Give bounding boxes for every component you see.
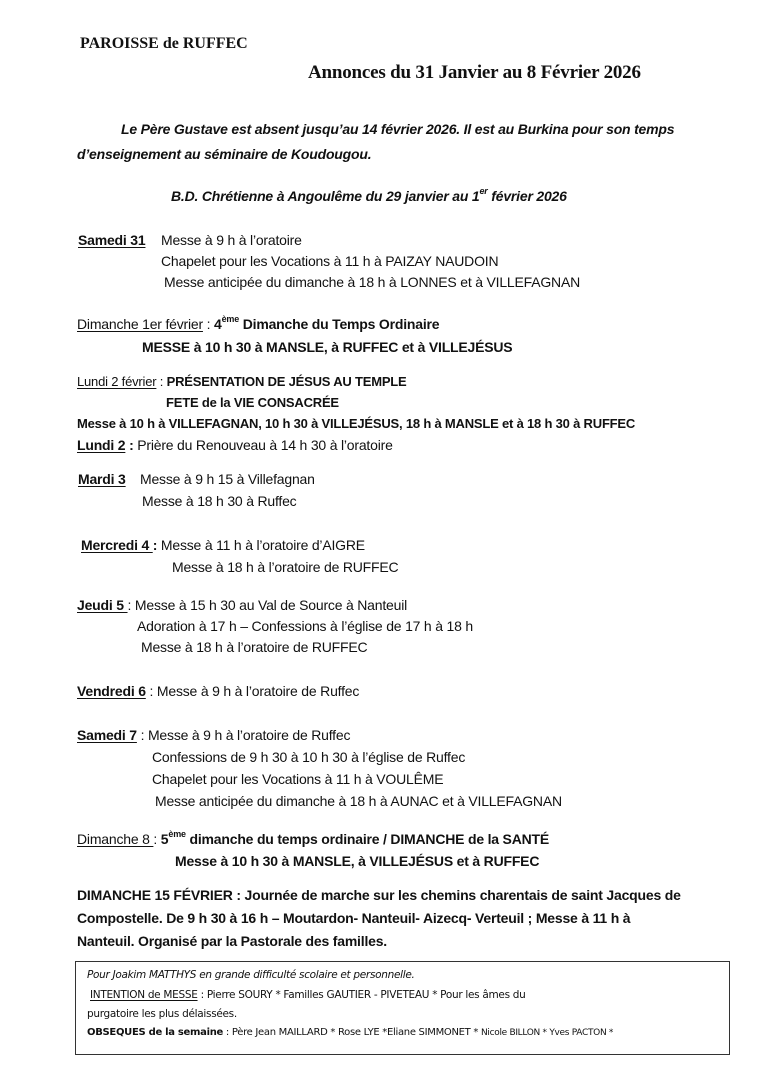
feast-subtitle: FETE de la VIE CONSACRÉE [166,395,339,410]
liturgy-num: 4 [214,316,222,332]
event-line: Messe à 10 h 30 à MANSLE, à VILLEJÉSUS et à RUFFEC [175,853,540,869]
bd-text-end: février 2026 [487,188,567,204]
event-line: Messe anticipée du dimanche à 18 h à LONNES et à VILLEFAGNAN [164,274,581,290]
event-line: Nanteuil. Organisé par la Pastorale des familles. [77,933,387,949]
event-line: Confessions de 9 h 30 à 10 h 30 à l’église de Ruffec [152,749,466,765]
prayer-request: Pour Joakim MATTHYS en grande difficulté scolaire et personnelle. [87,969,415,981]
liturgy-sup: ème [168,829,186,840]
parish-name: PAROISSE de RUFFEC [80,35,248,52]
event-line: Messe à 11 h à l’oratoire d’AIGRE [160,537,365,553]
bd-sup: er [479,186,488,197]
event-line: Messe à 10 h à VILLEFAGNAN, 10 h 30 à VILLEJÉSUS, 18 h à MANSLE et à 18 h 30 à RUFFEC [77,416,636,431]
day-label: Lundi 2 février [77,374,157,389]
event-line: Messe à 9 h à l’oratoire [161,232,302,248]
event-line: Messe à 9 h à l’oratoire de Ruffec [156,683,360,699]
separator: : [145,683,157,699]
event-line: Chapelet pour les Vocations à 11 h à VOULÊME [152,771,444,787]
event-line: Prière du Renouveau à 14 h 30 à l’oratoire [137,437,393,453]
event-line: Messe à 9 h à l’oratoire de Ruffec [147,727,351,743]
event-line: Messe à 15 h 30 au Val de Source à Nanteuil [134,597,408,613]
liturgy-num: 5 [160,831,169,847]
absence-notice-line-1: Le Père Gustave est absent jusqu’au 14 février 2026. Il est au Burkina pour son temps [121,121,675,137]
funerals-text: : Père Jean MAILLARD * Rose LYE *Eliane SIMMONET * [223,1027,481,1038]
day-heading [77,831,549,847]
day-label: Mercredi 4 [81,537,153,553]
event-line: Chapelet pour les Vocations à 11 h à PAIZAY NAUDOIN [161,253,499,269]
event-line: Messe à 9 h 15 à Villefagnan [140,471,315,487]
separator: : [127,597,135,613]
day-heading [77,727,350,743]
separator: : [125,437,138,453]
event-line: Messe à 18 h 30 à Ruffec [142,493,297,509]
funerals-text-small: Nicole BILLON * Yves PACTON * [480,1028,614,1038]
event-line: MESSE à 10 h 30 à MANSLE, à RUFFEC et à VILLEJÉSUS [142,339,513,355]
day-heading [77,374,407,389]
day-heading [77,683,359,699]
mass-intentions [90,989,526,1001]
intention-continuation: purgatoire les plus délaissées. [87,1008,237,1020]
intention-label: INTENTION de MESSE [90,989,198,1001]
day-label: Jeudi 5 [77,597,128,613]
intention-text: : Pierre SOURY * Familles GAUTIER - PIVETEAU * Pour les âmes du [197,989,526,1001]
separator: : [202,316,215,332]
funerals [87,1027,613,1038]
day-heading-2 [77,437,393,453]
event-line: Messe à 18 h à l’oratoire de RUFFEC [172,559,399,575]
separator: : [153,831,161,847]
bd-text: B.D. Chrétienne à Angoulême du 29 janvier au 1 [171,188,480,204]
day-label: Samedi 7 [77,727,137,743]
liturgy-title: dimanche du temps ordinaire / DIMANCHE de la SANTÉ [185,831,550,847]
event-line: Messe à 18 h à l’oratoire de RUFFEC [141,639,368,655]
event-line: Messe anticipée du dimanche à 18 h à AUNAC et à VILLEFAGNAN [155,793,562,809]
separator: : [152,537,161,553]
day-heading [77,316,439,332]
separator: : [136,727,148,743]
liturgy-title: Dimanche du Temps Ordinaire [239,316,440,332]
absence-notice-line-2: d’enseignement au séminaire de Koudougou. [77,146,372,162]
day-heading [77,597,407,613]
funerals-label: OBSEQUES de la semaine [87,1027,224,1038]
day-label: Mardi 3 [78,471,126,487]
page-title: Annonces du 31 Janvier au 8 Février 2026 [308,62,641,83]
day-heading [81,537,365,553]
separator: : [156,374,167,389]
event-line: DIMANCHE 15 FÉVRIER : Journée de marche sur les chemins charentais de saint Jacques de [77,887,681,903]
day-label: Dimanche 8 [77,831,154,847]
day-label: Samedi 31 [78,232,146,248]
bd-festival-notice [171,188,567,204]
event-line: Adoration à 17 h – Confessions à l’église de 17 h à 18 h [137,618,473,634]
day-label: Dimanche 1er février [77,316,203,332]
liturgy-sup: ème [221,314,240,325]
event-line: Compostelle. De 9 h 30 à 16 h – Moutardon- Nanteuil- Aizecq- Verteuil ; Messe à 11 h à [77,910,631,926]
day-label: Vendredi 6 [77,683,146,699]
feast-title: PRÉSENTATION DE JÉSUS AU TEMPLE [166,374,407,389]
day-label: Lundi 2 [77,437,126,453]
